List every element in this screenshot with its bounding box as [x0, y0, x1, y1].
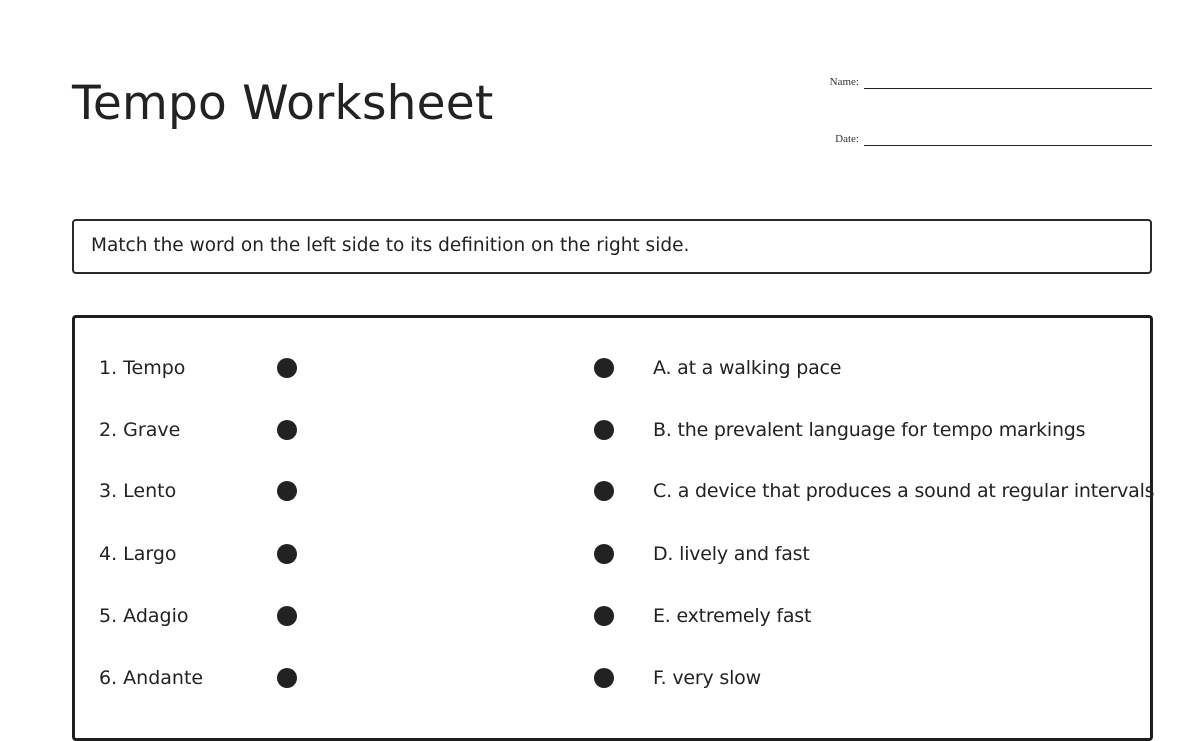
definition-item: E. extremely fast: [653, 605, 812, 627]
match-row: [75, 415, 1150, 445]
definition-dot-icon[interactable]: [594, 544, 614, 564]
definition-item: A. at a walking pace: [653, 357, 842, 379]
match-row: [75, 476, 1155, 506]
definition-dot-icon[interactable]: [594, 420, 614, 440]
term-dot-icon[interactable]: [277, 544, 297, 564]
definition-dot-icon[interactable]: [594, 358, 614, 378]
page-title: Tempo Worksheet: [72, 76, 494, 131]
date-line[interactable]: [864, 145, 1152, 146]
name-line[interactable]: [864, 88, 1152, 89]
term-item: 5. Adagio: [99, 605, 189, 627]
term-item: 2. Grave: [99, 419, 181, 441]
term-item: 6. Andante: [99, 667, 204, 689]
term-dot-icon[interactable]: [277, 358, 297, 378]
term-item: 3. Lento: [99, 480, 177, 502]
definition-dot-icon[interactable]: [594, 668, 614, 688]
instructions-box: [72, 219, 1152, 274]
matching-box: [72, 315, 1153, 741]
term-dot-icon[interactable]: [277, 668, 297, 688]
definition-item: D. lively and fast: [653, 543, 810, 565]
definition-item: F. very slow: [653, 667, 761, 689]
definition-item: C. a device that produces a sound at regular intervals: [653, 480, 1155, 502]
date-field[interactable]: [780, 132, 1152, 152]
match-row: [75, 663, 1150, 693]
match-row: [75, 539, 1150, 569]
term-item: 1. Tempo: [99, 357, 186, 379]
definition-dot-icon[interactable]: [594, 481, 614, 501]
name-label: Name:: [829, 76, 859, 88]
term-dot-icon[interactable]: [277, 481, 297, 501]
name-field[interactable]: [780, 75, 1152, 95]
term-item: 4. Largo: [99, 543, 177, 565]
match-row: [75, 353, 1150, 383]
instructions-text: Match the word on the left side to its definition on the right side.: [91, 235, 690, 256]
term-dot-icon[interactable]: [277, 606, 297, 626]
date-label: Date:: [835, 133, 859, 145]
match-row: [75, 601, 1150, 631]
definition-dot-icon[interactable]: [594, 606, 614, 626]
definition-item: B. the prevalent language for tempo markings: [653, 419, 1086, 441]
term-dot-icon[interactable]: [277, 420, 297, 440]
